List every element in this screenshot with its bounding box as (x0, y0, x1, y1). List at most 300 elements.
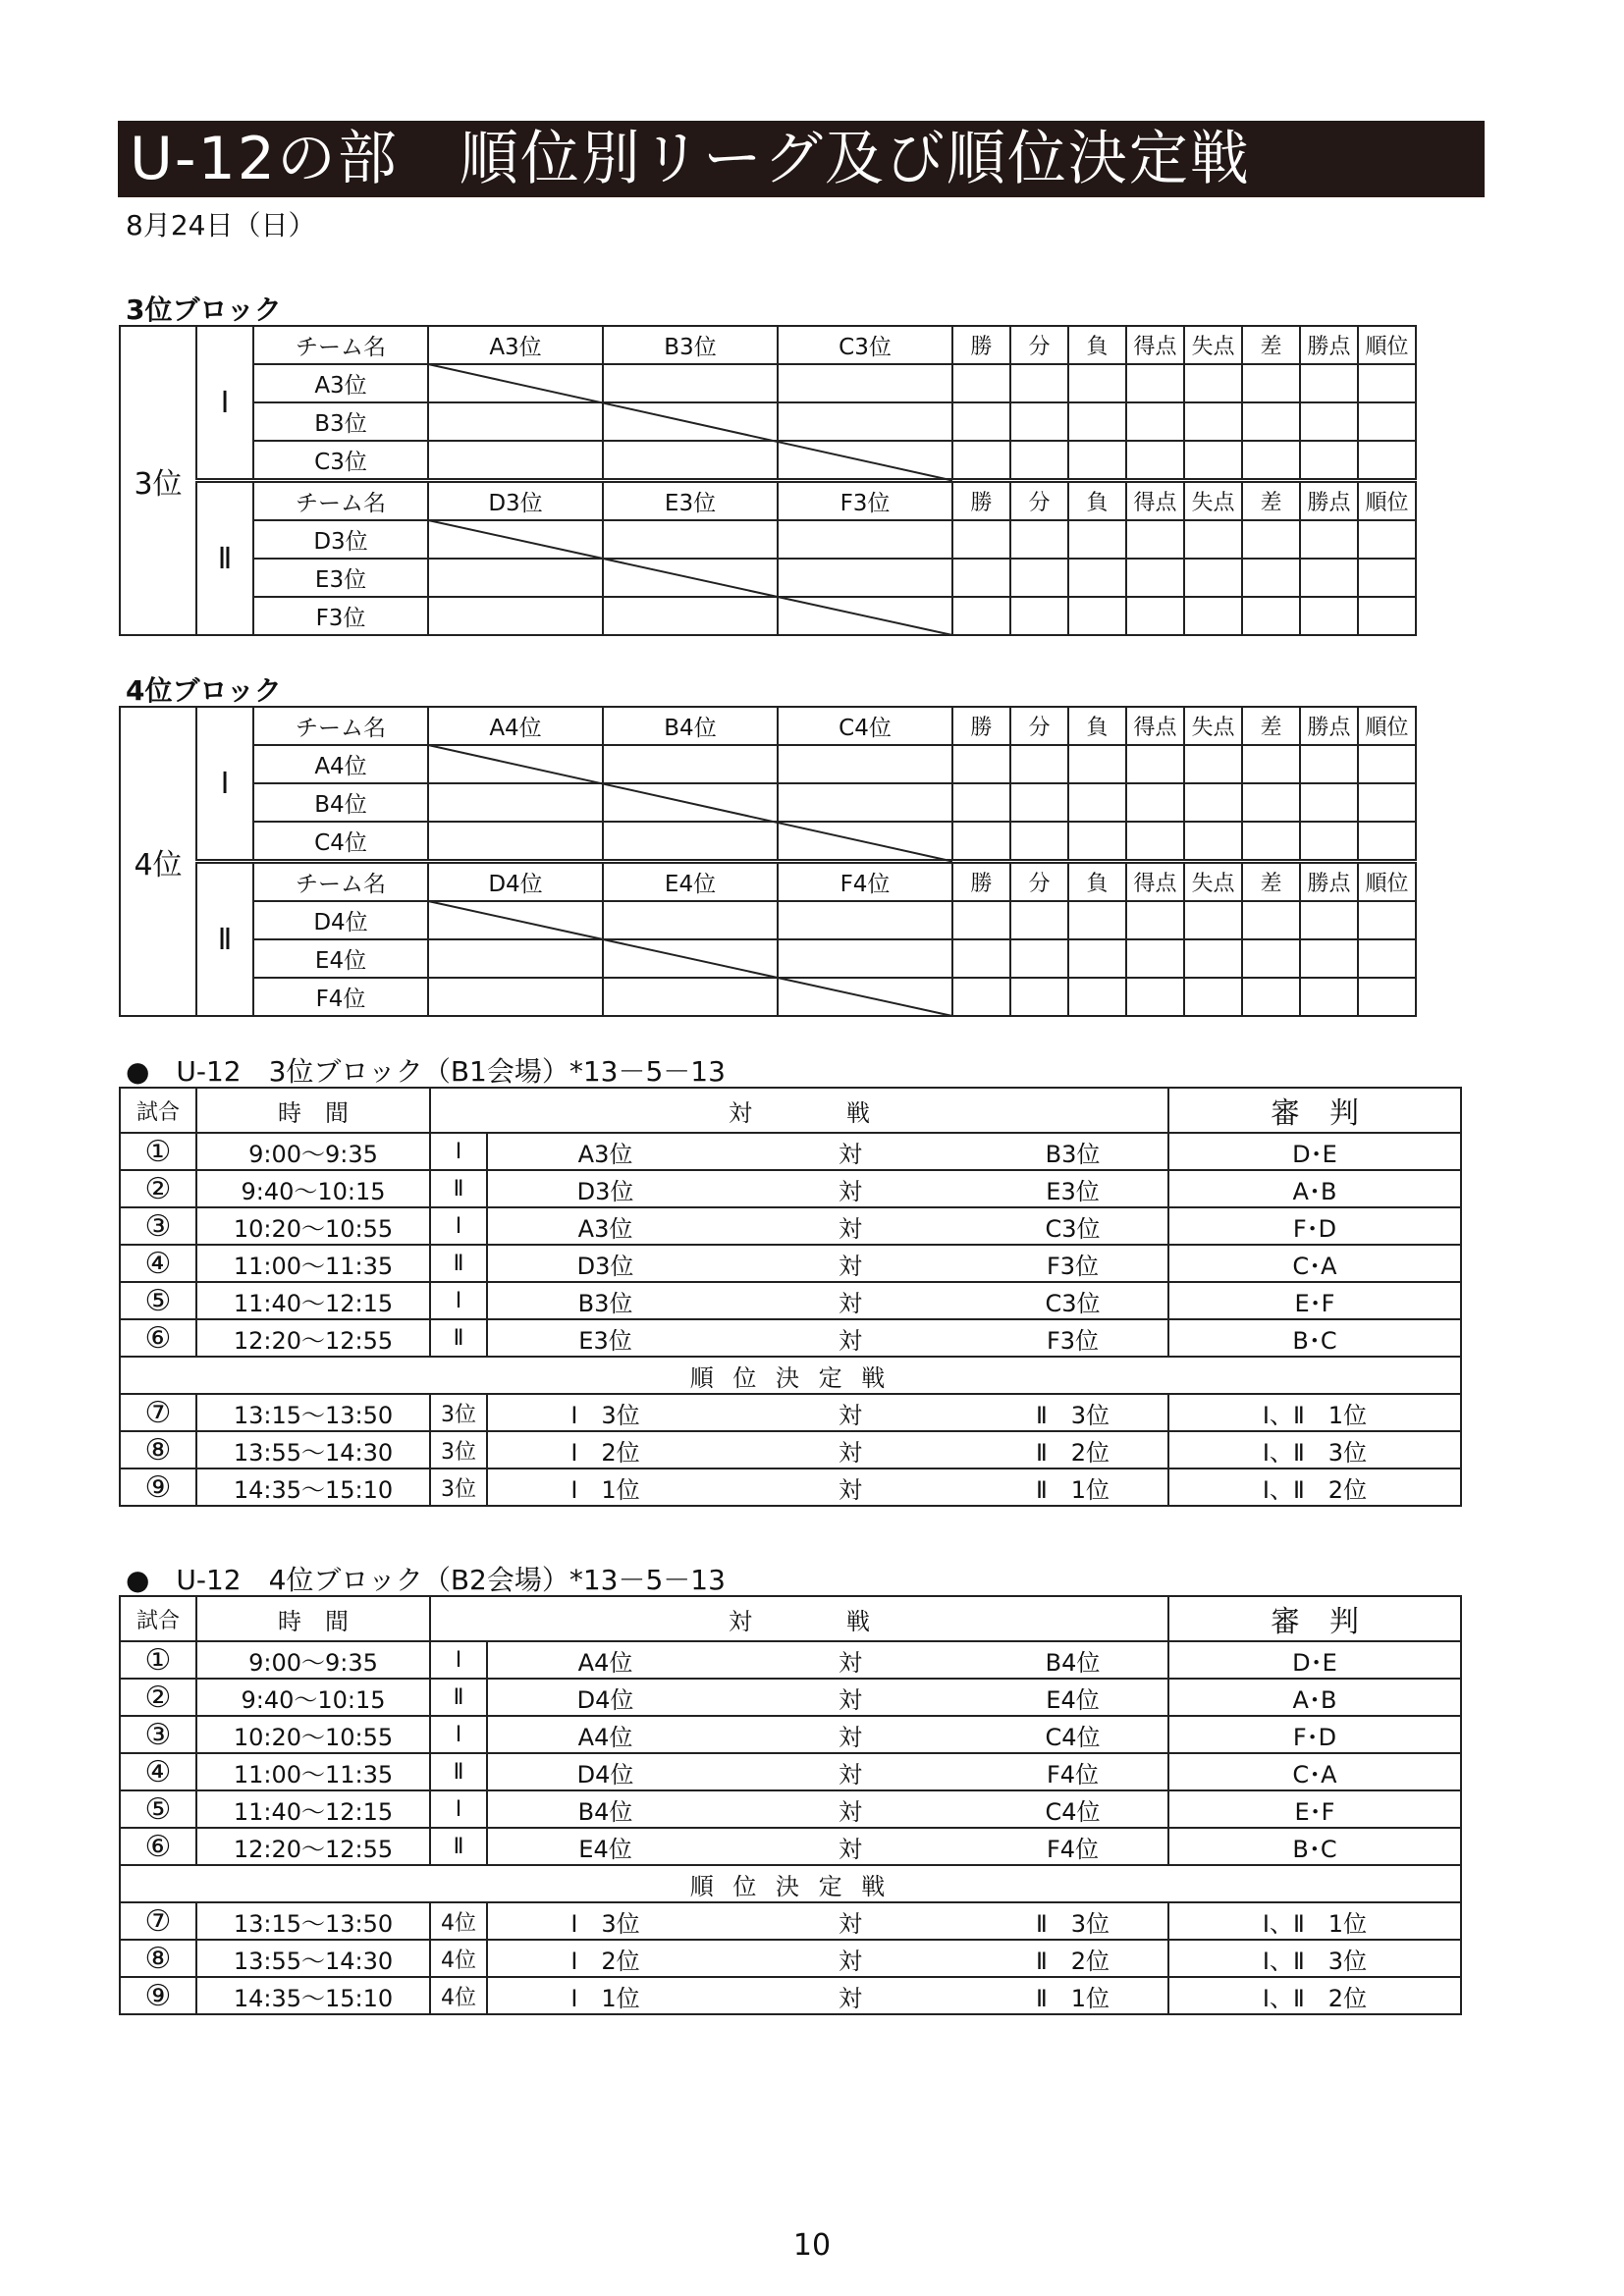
column-header: チーム名 (253, 707, 428, 745)
home-team: A4位 (487, 1641, 723, 1679)
stat-cell (1068, 822, 1126, 862)
match-time: 13:15～13:50 (196, 1902, 430, 1940)
result-cell (778, 939, 952, 978)
stat-cell (1010, 978, 1068, 1016)
match-number: ⑧ (120, 1431, 196, 1468)
stat-cell (1242, 901, 1300, 939)
team-row (120, 402, 1416, 441)
referee: E･F (1168, 1282, 1461, 1319)
stat-cell (952, 402, 1010, 441)
stat-cell (1010, 364, 1068, 402)
match-group: 4位 (430, 1977, 487, 2014)
match-group: Ⅰ (430, 1282, 487, 1319)
match-number: ⑥ (120, 1319, 196, 1357)
column-header: C3位 (778, 326, 952, 364)
match-row (120, 1902, 1461, 1940)
home-team: E4位 (487, 1828, 723, 1865)
home-team: Ⅰ 3位 (487, 1902, 723, 1940)
stat-cell (1010, 559, 1068, 597)
stat-cell (1242, 402, 1300, 441)
match-number: ① (120, 1641, 196, 1679)
standings-table (119, 325, 1417, 636)
stat-cell (1300, 402, 1358, 441)
match-group: 3位 (430, 1431, 487, 1468)
referee: A･B (1168, 1170, 1461, 1207)
match-time: 10:20～10:55 (196, 1207, 430, 1245)
home-team: D3位 (487, 1170, 723, 1207)
stat-cell (952, 939, 1010, 978)
stat-cell (1358, 402, 1416, 441)
match-number: ⑤ (120, 1790, 196, 1828)
standings-header-row (120, 326, 1416, 364)
stat-cell (952, 978, 1010, 1016)
match-row (120, 1170, 1461, 1207)
result-cell (603, 402, 778, 441)
column-header: 失点 (1184, 862, 1242, 902)
stat-cell (952, 364, 1010, 402)
stat-cell (1358, 783, 1416, 822)
match-time: 14:35～15:10 (196, 1468, 430, 1506)
match-row (120, 1716, 1461, 1753)
group-label: Ⅱ (196, 481, 253, 636)
result-cell (778, 441, 952, 481)
stat-cell (1184, 520, 1242, 559)
team-name: C3位 (253, 441, 428, 481)
result-cell (428, 939, 603, 978)
stat-cell (1358, 901, 1416, 939)
result-cell (428, 364, 603, 402)
column-header: 勝点 (1300, 707, 1358, 745)
home-team: Ⅰ 2位 (487, 1431, 723, 1468)
match-time: 11:00～11:35 (196, 1753, 430, 1790)
home-team: Ⅰ 3位 (487, 1394, 723, 1431)
team-name: B4位 (253, 783, 428, 822)
column-header: チーム名 (253, 481, 428, 521)
stat-cell (1184, 939, 1242, 978)
column-header: 順位 (1358, 326, 1416, 364)
stat-cell (1010, 901, 1068, 939)
versus-label: 対 (723, 1394, 978, 1431)
versus-label: 対 (723, 1319, 978, 1357)
stat-cell (1126, 978, 1184, 1016)
group-label: Ⅰ (196, 326, 253, 481)
away-team: C3位 (978, 1282, 1168, 1319)
stat-cell (1126, 520, 1184, 559)
stat-cell (952, 441, 1010, 481)
column-header: 差 (1242, 707, 1300, 745)
home-team: A4位 (487, 1716, 723, 1753)
versus-label: 対 (723, 1468, 978, 1506)
away-team: Ⅱ 3位 (978, 1902, 1168, 1940)
stat-cell (952, 597, 1010, 635)
rank-label: 4位 (120, 707, 196, 1016)
header-match: 試合 (120, 1596, 196, 1641)
bullet-icon: ● (126, 1564, 150, 1596)
column-header: 分 (1010, 862, 1068, 902)
column-header: 勝点 (1300, 481, 1358, 521)
match-number: ⑨ (120, 1977, 196, 2014)
column-header: 差 (1242, 862, 1300, 902)
header-versus: 対 戦 (430, 1596, 1168, 1641)
result-cell (603, 978, 778, 1016)
column-header: 分 (1010, 707, 1068, 745)
team-name: F3位 (253, 597, 428, 635)
column-header: 得点 (1126, 481, 1184, 521)
stat-cell (1300, 364, 1358, 402)
versus-label: 対 (723, 1716, 978, 1753)
match-group: Ⅰ (430, 1716, 487, 1753)
stat-cell (1242, 978, 1300, 1016)
result-cell (428, 441, 603, 481)
match-time: 12:20～12:55 (196, 1828, 430, 1865)
stat-cell (1184, 745, 1242, 783)
column-header: 勝点 (1300, 326, 1358, 364)
match-number: ③ (120, 1716, 196, 1753)
stat-cell (1242, 745, 1300, 783)
away-team: B3位 (978, 1133, 1168, 1170)
stat-cell (1242, 364, 1300, 402)
stat-cell (952, 559, 1010, 597)
result-cell (428, 822, 603, 862)
stat-cell (1126, 441, 1184, 481)
schedule-header-row (120, 1088, 1461, 1133)
match-group: Ⅱ (430, 1170, 487, 1207)
away-team: Ⅱ 3位 (978, 1394, 1168, 1431)
column-header: 順位 (1358, 707, 1416, 745)
match-number: ② (120, 1679, 196, 1716)
away-team: C4位 (978, 1716, 1168, 1753)
versus-label: 対 (723, 1282, 978, 1319)
team-name: D3位 (253, 520, 428, 559)
stat-cell (1010, 745, 1068, 783)
result-cell (778, 402, 952, 441)
home-team: D4位 (487, 1679, 723, 1716)
match-number: ⑦ (120, 1902, 196, 1940)
stat-cell (1242, 783, 1300, 822)
stat-cell (1300, 822, 1358, 862)
column-header: 勝 (952, 326, 1010, 364)
team-row (120, 901, 1416, 939)
result-cell (428, 745, 603, 783)
match-row (120, 1207, 1461, 1245)
result-cell (778, 901, 952, 939)
result-cell (603, 441, 778, 481)
header-time: 時 間 (196, 1596, 430, 1641)
away-team: Ⅱ 1位 (978, 1468, 1168, 1506)
stat-cell (1126, 939, 1184, 978)
stat-cell (1300, 559, 1358, 597)
away-team: Ⅱ 1位 (978, 1977, 1168, 2014)
away-team: C3位 (978, 1207, 1168, 1245)
group-label: Ⅰ (196, 707, 253, 862)
result-cell (603, 901, 778, 939)
team-name: C4位 (253, 822, 428, 862)
match-group: 3位 (430, 1468, 487, 1506)
result-cell (603, 939, 778, 978)
match-row (120, 1790, 1461, 1828)
column-header: 失点 (1184, 481, 1242, 521)
stat-cell (1184, 597, 1242, 635)
match-group: Ⅰ (430, 1641, 487, 1679)
stat-cell (1068, 978, 1126, 1016)
match-group: Ⅱ (430, 1679, 487, 1716)
match-group: 3位 (430, 1394, 487, 1431)
match-number: ② (120, 1170, 196, 1207)
schedule-header-row (120, 1596, 1461, 1641)
match-number: ① (120, 1133, 196, 1170)
stat-cell (1068, 364, 1126, 402)
match-group: Ⅱ (430, 1828, 487, 1865)
column-header: E4位 (603, 862, 778, 902)
stat-cell (952, 783, 1010, 822)
versus-label: 対 (723, 1828, 978, 1865)
match-group: Ⅰ (430, 1133, 487, 1170)
page-number: 10 (792, 2228, 832, 2263)
stat-cell (1358, 745, 1416, 783)
stat-cell (1184, 559, 1242, 597)
match-time: 10:20～10:55 (196, 1716, 430, 1753)
standings-header-row (120, 862, 1416, 902)
column-header: A3位 (428, 326, 603, 364)
stat-cell (1300, 441, 1358, 481)
stat-cell (1242, 939, 1300, 978)
match-group: Ⅱ (430, 1245, 487, 1282)
match-row (120, 1641, 1461, 1679)
away-team: Ⅱ 2位 (978, 1431, 1168, 1468)
column-header: 順位 (1358, 481, 1416, 521)
column-header: 差 (1242, 481, 1300, 521)
stat-cell (1358, 441, 1416, 481)
referee: Ⅰ、Ⅱ 3位 (1168, 1431, 1461, 1468)
team-name: D4位 (253, 901, 428, 939)
team-name: A4位 (253, 745, 428, 783)
stat-cell (952, 901, 1010, 939)
match-number: ⑥ (120, 1828, 196, 1865)
stat-cell (1184, 901, 1242, 939)
stat-cell (1184, 441, 1242, 481)
result-cell (603, 520, 778, 559)
match-time: 12:20～12:55 (196, 1319, 430, 1357)
team-row (120, 783, 1416, 822)
stat-cell (1358, 520, 1416, 559)
match-time: 9:00～9:35 (196, 1641, 430, 1679)
referee: B･C (1168, 1828, 1461, 1865)
result-cell (778, 978, 952, 1016)
stat-cell (1126, 402, 1184, 441)
away-team: F3位 (978, 1319, 1168, 1357)
column-header: 負 (1068, 707, 1126, 745)
stat-cell (1300, 597, 1358, 635)
result-cell (428, 520, 603, 559)
stat-cell (1068, 402, 1126, 441)
away-team: B4位 (978, 1641, 1168, 1679)
match-time: 13:15～13:50 (196, 1394, 430, 1431)
team-name: B3位 (253, 402, 428, 441)
result-cell (778, 520, 952, 559)
referee: A･B (1168, 1679, 1461, 1716)
column-header: 負 (1068, 481, 1126, 521)
home-team: B4位 (487, 1790, 723, 1828)
match-group: 4位 (430, 1940, 487, 1977)
match-number: ④ (120, 1245, 196, 1282)
versus-label: 対 (723, 1790, 978, 1828)
team-name: A3位 (253, 364, 428, 402)
standings-header-row (120, 707, 1416, 745)
referee: Ⅰ、Ⅱ 2位 (1168, 1977, 1461, 2014)
referee: E･F (1168, 1790, 1461, 1828)
result-cell (603, 559, 778, 597)
match-row (120, 1282, 1461, 1319)
result-cell (603, 783, 778, 822)
team-row (120, 597, 1416, 635)
result-cell (778, 597, 952, 635)
column-header: 得点 (1126, 862, 1184, 902)
stat-cell (1242, 822, 1300, 862)
match-group: Ⅱ (430, 1319, 487, 1357)
team-name: E3位 (253, 559, 428, 597)
team-row (120, 745, 1416, 783)
column-header: 失点 (1184, 707, 1242, 745)
match-row (120, 1133, 1461, 1170)
column-header: A4位 (428, 707, 603, 745)
header-referee: 審 判 (1168, 1596, 1461, 1641)
match-number: ③ (120, 1207, 196, 1245)
away-team: Ⅱ 2位 (978, 1940, 1168, 1977)
column-header: B3位 (603, 326, 778, 364)
match-row (120, 1977, 1461, 2014)
column-header: E3位 (603, 481, 778, 521)
final-section-label: 順 位 決 定 戦 (120, 1357, 1461, 1394)
match-number: ⑦ (120, 1394, 196, 1431)
stat-cell (1184, 364, 1242, 402)
match-time: 11:00～11:35 (196, 1245, 430, 1282)
schedule-table-4th (119, 1595, 1462, 2015)
final-section-row (120, 1357, 1461, 1394)
home-team: E3位 (487, 1319, 723, 1357)
team-row (120, 822, 1416, 862)
stat-cell (1242, 441, 1300, 481)
match-group: 4位 (430, 1902, 487, 1940)
column-header: 分 (1010, 481, 1068, 521)
column-header: 勝 (952, 862, 1010, 902)
versus-label: 対 (723, 1207, 978, 1245)
column-header: C4位 (778, 707, 952, 745)
final-section-row (120, 1865, 1461, 1902)
column-header: 差 (1242, 326, 1300, 364)
column-header: 得点 (1126, 707, 1184, 745)
result-cell (428, 901, 603, 939)
column-header: D3位 (428, 481, 603, 521)
stat-cell (1010, 939, 1068, 978)
referee: Ⅰ、Ⅱ 3位 (1168, 1940, 1461, 1977)
match-group: Ⅰ (430, 1207, 487, 1245)
versus-label: 対 (723, 1133, 978, 1170)
referee: D･E (1168, 1641, 1461, 1679)
match-number: ④ (120, 1753, 196, 1790)
stat-cell (1242, 559, 1300, 597)
referee: Ⅰ、Ⅱ 1位 (1168, 1902, 1461, 1940)
column-header: 勝 (952, 707, 1010, 745)
result-cell (603, 822, 778, 862)
match-number: ⑤ (120, 1282, 196, 1319)
stat-cell (1184, 402, 1242, 441)
stat-cell (1126, 559, 1184, 597)
away-team: F3位 (978, 1245, 1168, 1282)
column-header: 負 (1068, 862, 1126, 902)
standings-header-row (120, 481, 1416, 521)
match-number: ⑧ (120, 1940, 196, 1977)
header-versus: 対 戦 (430, 1088, 1168, 1133)
referee: Ⅰ、Ⅱ 2位 (1168, 1468, 1461, 1506)
stat-cell (1068, 901, 1126, 939)
column-header: F4位 (778, 862, 952, 902)
column-header: 勝 (952, 481, 1010, 521)
result-cell (603, 597, 778, 635)
stat-cell (1300, 783, 1358, 822)
match-row (120, 1245, 1461, 1282)
match-time: 14:35～15:10 (196, 1977, 430, 2014)
versus-label: 対 (723, 1753, 978, 1790)
schedule-title-text: U-12 3位ブロック（B1会場）*13－5－13 (176, 1055, 726, 1088)
stat-cell (1242, 597, 1300, 635)
stat-cell (1358, 978, 1416, 1016)
result-cell (778, 783, 952, 822)
stat-cell (1358, 364, 1416, 402)
home-team: A3位 (487, 1133, 723, 1170)
match-row (120, 1940, 1461, 1977)
away-team: F4位 (978, 1753, 1168, 1790)
stat-cell (1358, 822, 1416, 862)
referee: B･C (1168, 1319, 1461, 1357)
team-row (120, 364, 1416, 402)
stat-cell (1010, 783, 1068, 822)
stat-cell (1126, 745, 1184, 783)
match-number: ⑨ (120, 1468, 196, 1506)
away-team: E3位 (978, 1170, 1168, 1207)
match-row (120, 1431, 1461, 1468)
header-time: 時 間 (196, 1088, 430, 1133)
match-schedule-table (119, 1595, 1462, 2015)
league-table-4th (119, 706, 1417, 1017)
match-row (120, 1679, 1461, 1716)
schedule-title-text: U-12 4位ブロック（B2会場）*13－5－13 (176, 1564, 726, 1596)
result-cell (778, 559, 952, 597)
schedule-title-3rd (126, 1050, 726, 1090)
column-header: D4位 (428, 862, 603, 902)
match-row (120, 1394, 1461, 1431)
match-time: 11:40～12:15 (196, 1790, 430, 1828)
final-section-label: 順 位 決 定 戦 (120, 1865, 1461, 1902)
column-header: チーム名 (253, 862, 428, 902)
referee: F･D (1168, 1207, 1461, 1245)
versus-label: 対 (723, 1679, 978, 1716)
stat-cell (1126, 783, 1184, 822)
stat-cell (1358, 939, 1416, 978)
home-team: D4位 (487, 1753, 723, 1790)
versus-label: 対 (723, 1940, 978, 1977)
versus-label: 対 (723, 1641, 978, 1679)
column-header: 負 (1068, 326, 1126, 364)
stat-cell (1242, 520, 1300, 559)
team-name: F4位 (253, 978, 428, 1016)
team-row (120, 978, 1416, 1016)
block-title-3rd: 3位ブロック (126, 294, 282, 326)
stat-cell (1068, 559, 1126, 597)
stat-cell (1068, 441, 1126, 481)
versus-label: 対 (723, 1170, 978, 1207)
versus-label: 対 (723, 1431, 978, 1468)
away-team: F4位 (978, 1828, 1168, 1865)
